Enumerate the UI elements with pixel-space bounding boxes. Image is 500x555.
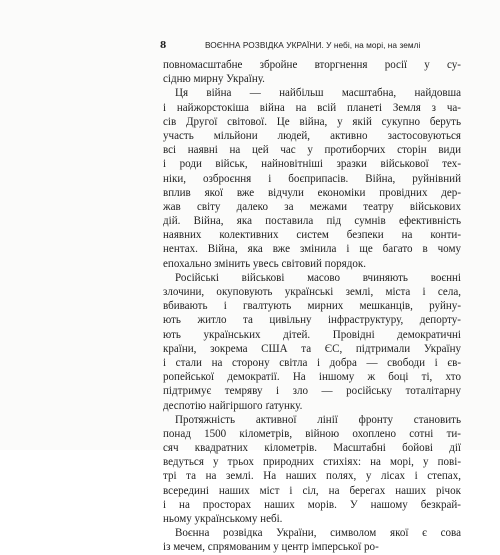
text-line: Протяжність активної лінії фронту становить [175,413,461,426]
text-line: і роди військ, найновітніші зразки військової тех- [163,158,461,171]
paragraph [163,58,461,86]
text-line: епохально змінить увесь світовий порядок. [163,257,366,270]
text-line: дій. Війна, яка поставила під сумнів ефективність [163,215,461,228]
page-number: 8 [160,41,167,51]
text-line: і стали на сторону світла і добра — свободи і єв- [163,356,461,369]
text-line: злочини, окуповують українські землі, міста і села, [163,286,461,298]
text-line: участь мільйони людей, активно застосовуються [163,129,461,142]
running-title: ВОЄННА РОЗВІДКА УКРАЇНИ. У небі, на морі, на землі [205,40,421,50]
text-line: ють житло та цивільну інфраструктуру, депорту- [163,314,461,327]
body-text [163,58,461,555]
text-line: ніки, озброєння і боєприпасів. Війна, руйнівний [163,172,461,185]
text-line: нентах. Війна, яка вже змінила і ще багато в чому [163,243,461,256]
text-line: вбивають і гвалтують мирних мешканців, руйну- [163,300,461,313]
text-line: жав світу далеко за межами театру військових [163,200,461,213]
text-line: ропейської демократії. На іншому ж боці ті, хто [163,371,461,384]
paragraph [163,413,461,527]
paragraph [163,271,461,413]
text-line: і найжорстокіша війна на всій планеті Земля з ча- [163,101,461,114]
text-line: Ця війна — найбільш масштабна, найдовша [175,87,461,100]
text-line: Російські військові масово вчиняють воєнні [175,271,461,284]
text-line: і на просторах наших морів. У нашому безкрай- [163,498,461,511]
text-line: вплив якої вже відчули економіки провідних дер- [163,186,461,199]
text-line: із мечем, спрямованим у центр імперської ро- [163,541,379,554]
text-line: країни, зокрема США та ЄС, підтримали Україну [163,342,461,355]
text-line: ють українських дітей. Провідні демократичні [163,328,461,341]
text-line: сяч квадратних кілометрів. Масштабні бойові дії [163,442,461,455]
text-line: ньому українському небі. [163,513,283,525]
running-header [160,38,460,52]
text-line: трі та на землі. На наших полях, у лісах і степах, [163,470,461,483]
text-line: всередині наших міст і сіл, на берегах наших річок [163,484,461,497]
text-line: Воєнна розвідка України, символом якої є сова [175,527,461,540]
text-line: ведуться у трьох природних стихіях: на морі, у пові- [163,456,461,469]
text-line: деспотію найгіршого ґатунку. [163,399,303,412]
text-line: підтримує темряву і зло — російську тоталітарну [163,385,461,398]
paragraph [163,86,461,270]
text-line: наявних колективних систем безпеки на конти- [163,229,461,242]
text-line: понад 1500 кілометрів, війною охоплено сотні ти- [163,427,461,440]
paragraph [163,526,461,554]
text-line: сів Другої світової. Це війна, у якій сукупно беруть [163,115,461,128]
text-line: сідню мирну Україну. [163,73,265,86]
text-line: всі наявні на цей час у протиборчих сторін види [163,144,461,157]
text-line: повномасштабне збройне вторгнення росії у су- [163,59,461,71]
